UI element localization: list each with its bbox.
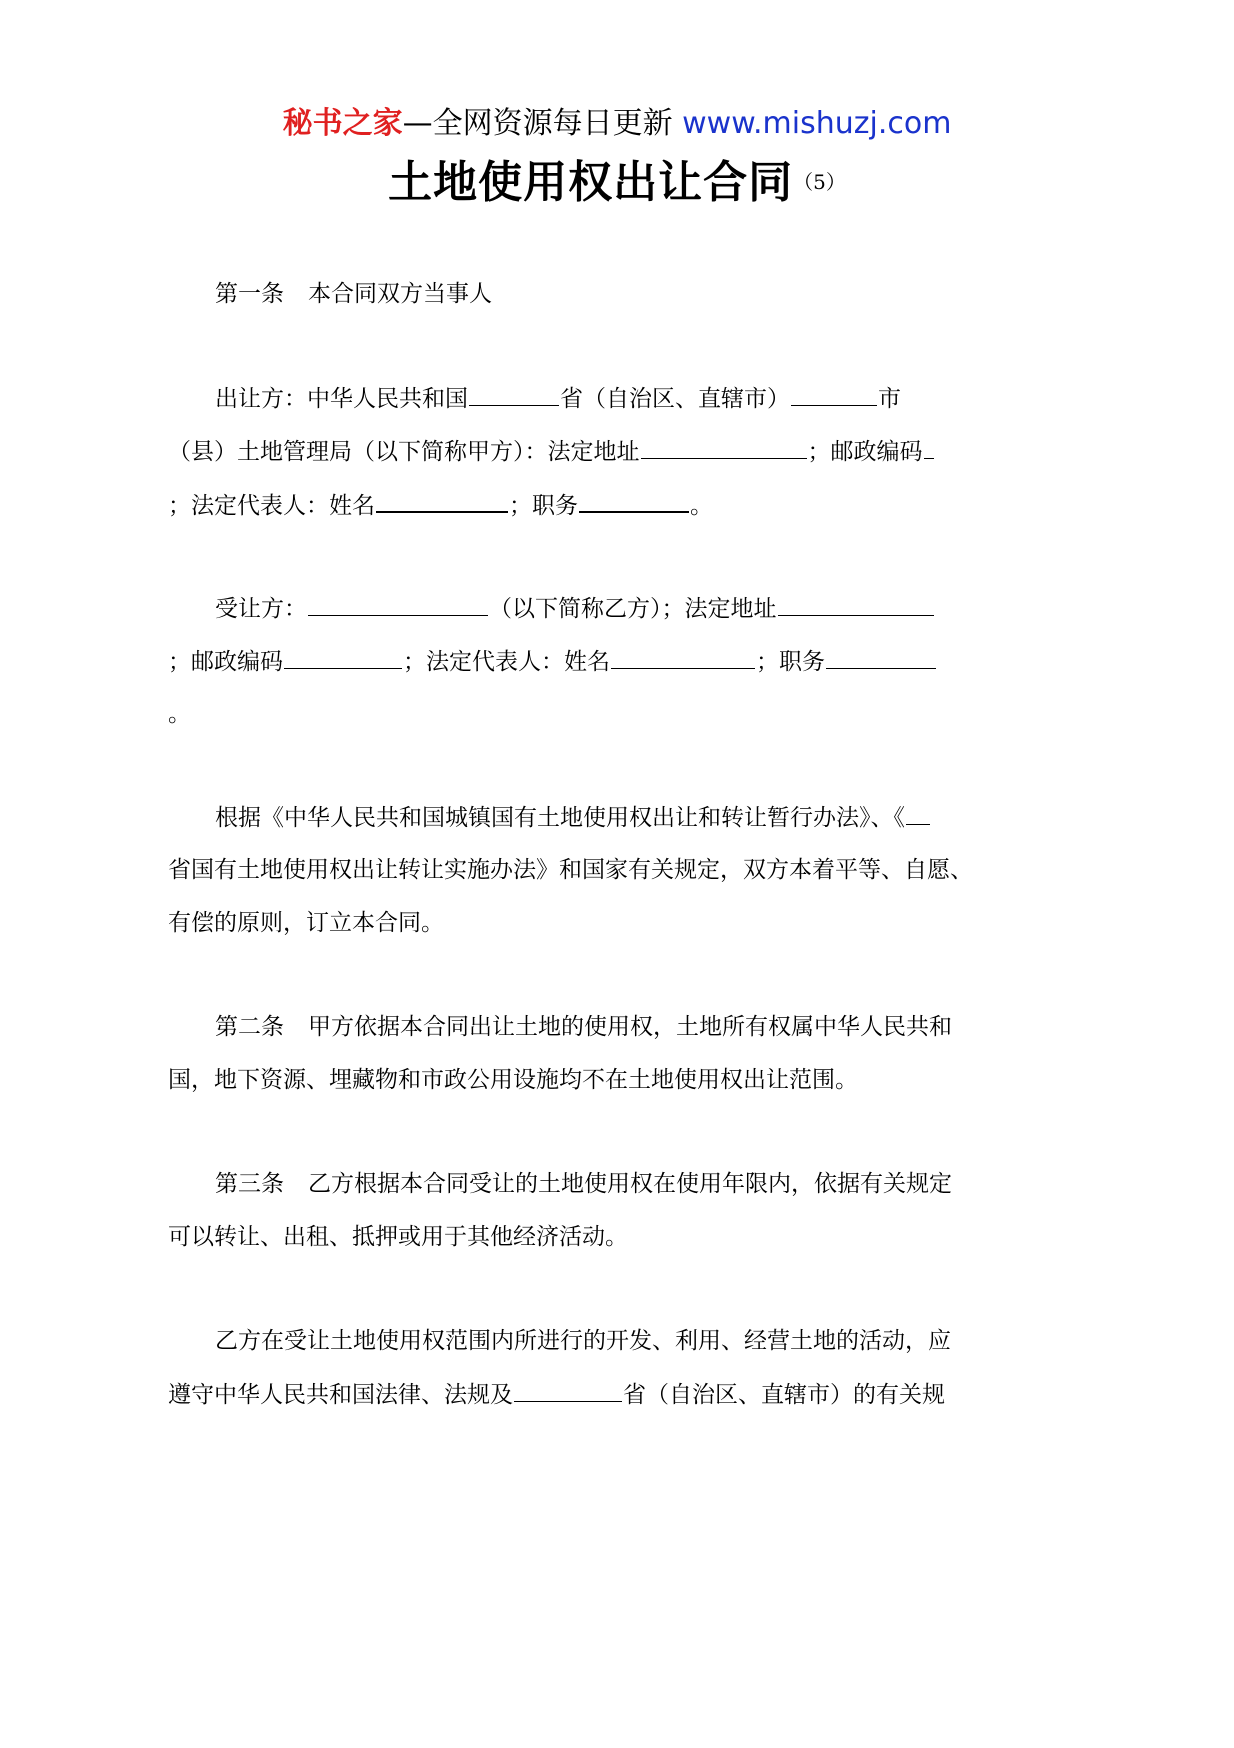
transferee-line-3 [168,699,191,729]
article-1-line [215,279,492,309]
article-3-line-2 [168,1222,628,1252]
article-3-text-2: 可以转让、出租、抵押或用于其他经济活动。 [168,1224,628,1250]
article-3-text-1: 乙方根据本合同受让的土地使用权在使用年限内，依据有关规定 [308,1171,952,1197]
article-2-line-2 [168,1065,858,1095]
last-paragraph-text-2b: 省（自治区、直辖市）的有关规 [623,1382,945,1408]
transferee-text-3: 。 [168,701,191,727]
province-blank[interactable] [469,383,559,406]
transferor-line-1 [215,383,901,414]
brand-name: 秘书之家 [282,106,403,141]
transferee-text-1a: 受让方： [215,596,307,622]
transferor-text-1c: 市 [878,386,901,412]
last-paragraph-line-1 [215,1326,951,1356]
article-2-text-2: 国，地下资源、埋藏物和市政公用设施均不在土地使用权出让范围。 [168,1067,858,1093]
basis-line-2 [168,855,973,885]
article-2-heading: 第二条 [215,1014,284,1040]
transferor-address-blank[interactable] [641,436,807,459]
transferee-line-1 [215,593,935,624]
transferee-line-2 [168,646,937,677]
header-slogan: —全网资源每日更新 [402,106,673,141]
transferor-rep-name-blank[interactable] [376,489,508,513]
title-main: 土地使用权出让合同 [388,157,794,208]
article-1-text: 本合同双方当事人 [308,281,492,307]
article-3-line-1 [215,1169,952,1199]
basis-line-1 [215,802,931,833]
transferor-text-1b: 省（自治区、直辖市） [560,386,790,412]
transferor-line-2 [168,436,935,467]
transferee-postcode-blank[interactable] [284,646,402,669]
transferor-line-3 [168,489,713,521]
article-3-heading: 第三条 [215,1171,284,1197]
title-number: （5） [793,170,846,194]
transferee-rep-title-blank[interactable] [826,646,936,669]
site-url[interactable]: www.mishuzj.com [682,106,952,141]
transferee-text-2c: ；职务 [756,649,825,675]
transferor-rep-title-blank[interactable] [579,489,689,513]
transferee-name-blank[interactable] [308,593,488,616]
transferee-text-2a: ；邮政编码 [168,649,283,675]
transferee-text-1b: （以下简称乙方）；法定地址 [489,596,777,622]
basis-text-1: 根据《中华人民共和国城镇国有土地使用权出让和转让暂行办法》、《 [215,805,905,831]
transferee-rep-name-blank[interactable] [611,646,755,669]
transferor-text-3a: ；法定代表人：姓名 [168,493,375,519]
transferor-text-2a: （县）土地管理局（以下简称甲方）：法定地址 [168,439,640,465]
basis-text-3: 有偿的原则，订立本合同。 [168,910,444,936]
transferor-postcode-blank[interactable] [924,436,934,459]
transferor-text-3b: ；职务 [509,493,578,519]
article-1-heading: 第一条 [215,281,284,307]
article-2-line-1 [215,1012,952,1042]
last-paragraph-line-2 [168,1379,945,1410]
transferor-text-2b: ；邮政编码 [807,439,923,465]
transferee-address-blank[interactable] [778,593,934,616]
city-blank[interactable] [791,383,877,406]
transferor-text-1a: 出让方：中华人民共和国 [215,386,468,412]
last-paragraph-text-1: 乙方在受让土地使用权范围内所进行的开发、利用、经营土地的活动，应 [215,1328,951,1354]
last-paragraph-text-2a: 遵守中华人民共和国法律、法规及 [168,1382,513,1408]
basis-province-blank[interactable] [906,802,930,825]
site-header [0,104,1234,144]
basis-line-3 [168,908,444,938]
transferor-text-3c: 。 [690,493,713,519]
last-province-blank[interactable] [514,1379,622,1402]
article-2-text-1: 甲方依据本合同出让土地的使用权，土地所有权属中华人民共和 [308,1014,952,1040]
basis-text-2: 省国有土地使用权出让转让实施办法》和国家有关规定，双方本着平等、自愿、 [168,857,973,883]
transferee-text-2b: ；法定代表人：姓名 [403,649,610,675]
page-title [0,155,1234,211]
